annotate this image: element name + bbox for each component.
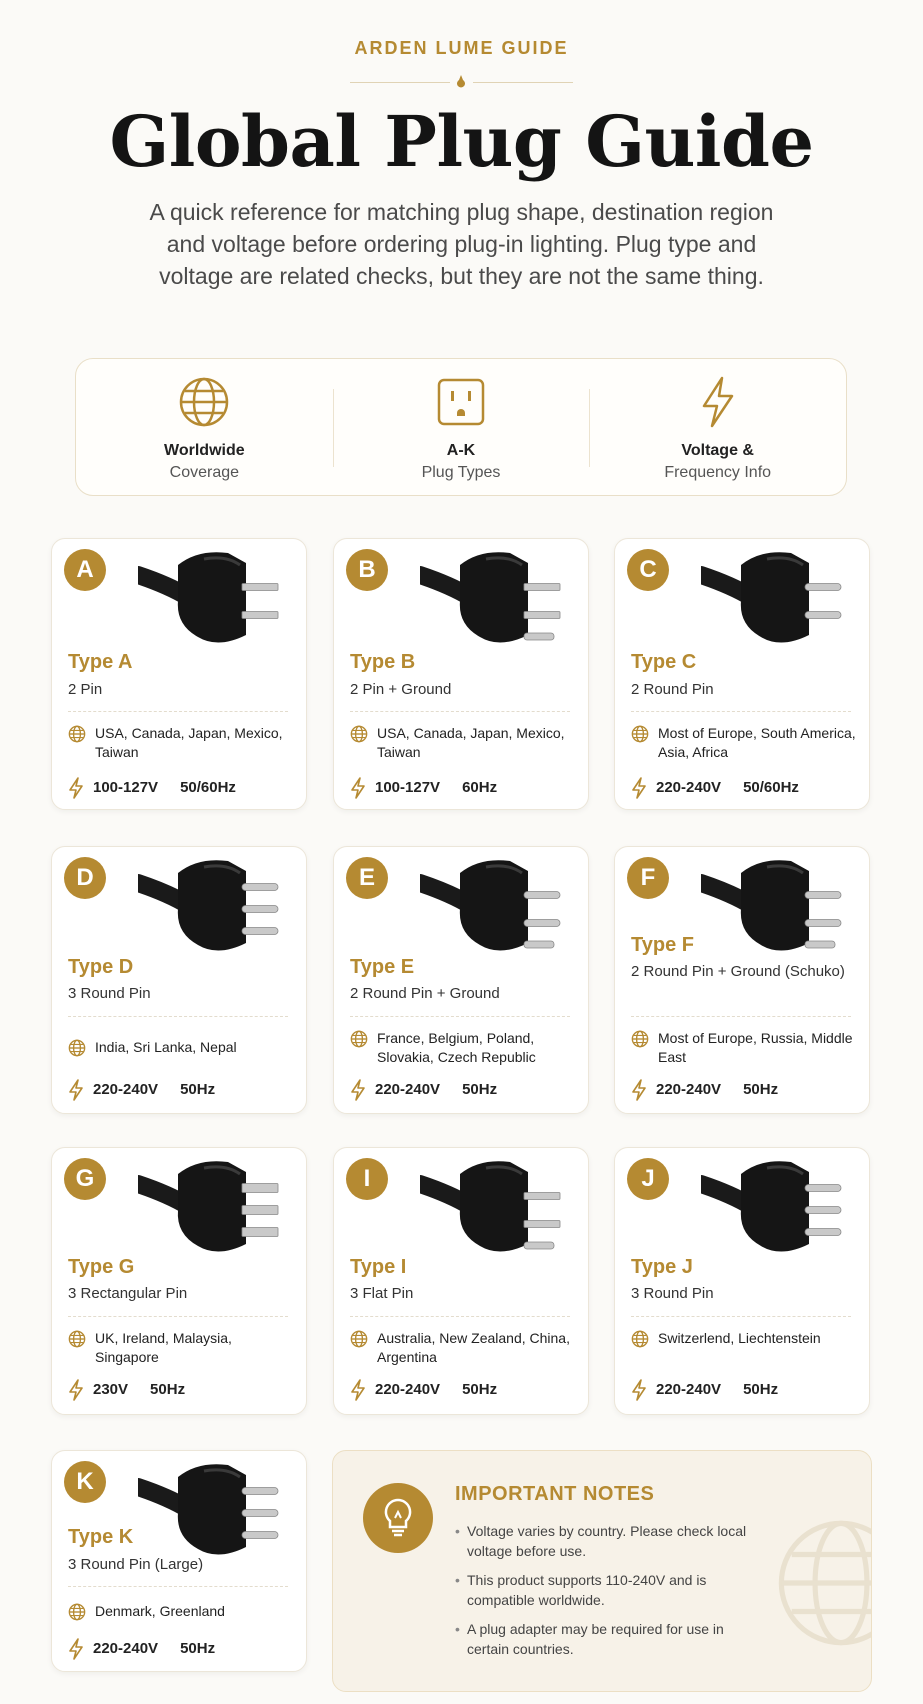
voltage-value: 100-127V <box>375 778 441 796</box>
frequency-value: 50Hz <box>180 1080 216 1098</box>
type-badge: G <box>64 1158 106 1200</box>
type-badge: K <box>64 1461 106 1503</box>
voltage-value: 220-240V <box>93 1080 159 1098</box>
globe-icon <box>68 725 86 743</box>
type-description: 3 Round Pin (Large) <box>68 1556 204 1573</box>
card-divider <box>631 1016 851 1017</box>
plug-card-j <box>614 1147 870 1415</box>
type-title: Type I <box>350 1256 407 1278</box>
type-title: Type F <box>631 934 694 956</box>
type-description: 3 Round Pin <box>631 1285 714 1302</box>
frequency-value: 50Hz <box>150 1380 186 1398</box>
brand-label: ARDEN LUME GUIDE <box>354 38 569 58</box>
voltage-row <box>350 1379 497 1401</box>
notes-title: IMPORTANT NOTES <box>455 1483 655 1505</box>
type-title: Type E <box>350 956 415 978</box>
country-list <box>350 724 580 762</box>
card-divider <box>68 1586 288 1587</box>
note-item: • A plug adapter may be required for use in certain countries. <box>455 1619 755 1659</box>
feature-plug-types <box>333 359 590 495</box>
voltage-value: 220-240V <box>375 1380 441 1398</box>
features-panel <box>75 358 847 496</box>
card-divider <box>68 1016 288 1017</box>
title-divider <box>350 80 573 84</box>
plug-image <box>701 545 861 650</box>
bolt-icon <box>68 1638 84 1660</box>
type-title: Type B <box>350 651 416 673</box>
voltage-value: 220-240V <box>375 1080 441 1098</box>
type-description: 2 Round Pin + Ground <box>350 985 500 1002</box>
note-item: • This product supports 110-240V and is compatible worldwide. <box>455 1570 755 1610</box>
voltage-row <box>631 777 799 799</box>
lightbulb-icon <box>363 1483 433 1553</box>
globe-icon <box>631 1330 649 1348</box>
globe-icon <box>68 1603 86 1621</box>
type-title: Type A <box>68 651 133 673</box>
type-badge: F <box>627 857 669 899</box>
type-badge: A <box>64 549 106 591</box>
notes-list <box>455 1521 755 1668</box>
frequency-value: 50Hz <box>743 1080 779 1098</box>
type-description: 3 Round Pin <box>68 985 151 1002</box>
card-divider <box>631 711 851 712</box>
voltage-row <box>350 777 497 799</box>
feature-line1: Voltage & <box>681 442 754 459</box>
voltage-row <box>631 1079 778 1101</box>
bolt-icon <box>631 1079 647 1101</box>
countries-text: Switzerlend, Liechtenstein <box>658 1330 821 1346</box>
country-list <box>350 1029 580 1067</box>
frequency-value: 50Hz <box>743 1380 779 1398</box>
bolt-icon <box>631 777 647 799</box>
countries-text: USA, Canada, Japan, Mexico, Taiwan <box>95 725 283 760</box>
countries-text: UK, Ireland, Malaysia, Singapore <box>95 1330 232 1365</box>
countries-text: USA, Canada, Japan, Mexico, Taiwan <box>377 725 565 760</box>
plug-image <box>138 545 298 650</box>
feature-line2: Coverage <box>169 464 240 481</box>
voltage-value: 220-240V <box>656 778 722 796</box>
country-list <box>68 1038 298 1057</box>
plug-card-d <box>51 846 307 1114</box>
bolt-icon <box>68 1379 84 1401</box>
voltage-row <box>68 1379 185 1401</box>
voltage-row <box>631 1379 778 1401</box>
frequency-value: 50Hz <box>462 1080 498 1098</box>
bolt-icon <box>631 1379 647 1401</box>
type-title: Type C <box>631 651 697 673</box>
globe-icon <box>350 1030 368 1048</box>
plug-image <box>701 853 861 958</box>
globe-icon <box>177 375 231 429</box>
feature-line2: Frequency Info <box>664 464 772 481</box>
type-description: 2 Pin + Ground <box>350 681 452 698</box>
country-list <box>631 724 861 762</box>
country-list <box>350 1329 580 1367</box>
voltage-row <box>68 1638 215 1660</box>
type-description: 2 Round Pin <box>631 681 714 698</box>
country-list <box>68 1329 298 1367</box>
plug-card-b <box>333 538 589 810</box>
feature-line1: A-K <box>446 442 476 459</box>
voltage-row <box>68 777 236 799</box>
type-title: Type K <box>68 1526 134 1548</box>
type-description: 3 Flat Pin <box>350 1285 414 1302</box>
voltage-row <box>68 1079 215 1101</box>
type-title: Type D <box>68 956 134 978</box>
bolt-icon <box>350 1379 366 1401</box>
globe-icon <box>68 1039 86 1057</box>
countries-text: India, Sri Lanka, Nepal <box>95 1039 237 1055</box>
bolt-icon <box>691 375 745 429</box>
frequency-value: 50Hz <box>462 1380 498 1398</box>
voltage-value: 230V <box>93 1380 129 1398</box>
bolt-icon <box>68 777 84 799</box>
voltage-value: 220-240V <box>656 1080 722 1098</box>
globe-watermark-icon <box>771 1513 872 1653</box>
countries-text: France, Belgium, Poland, Slovakia, Czech Republic <box>377 1030 536 1065</box>
voltage-value: 220-240V <box>656 1380 722 1398</box>
type-badge: D <box>64 857 106 899</box>
globe-icon <box>68 1330 86 1348</box>
type-description: 2 Pin <box>68 681 103 698</box>
card-divider <box>631 1316 851 1317</box>
countries-text: Denmark, Greenland <box>95 1603 225 1619</box>
countries-text: Most of Europe, South America, Asia, Africa <box>658 725 856 760</box>
countries-text: Australia, New Zealand, China, Argentina <box>377 1330 570 1365</box>
feature-coverage <box>76 359 333 495</box>
voltage-value: 220-240V <box>93 1639 159 1657</box>
page-subtitle: A quick reference for matching plug shape, destination region and voltage before ordering plug-in lighting. Plug type and voltage are related checks, but they are not the same thing. <box>149 199 774 289</box>
feature-voltage <box>589 359 846 495</box>
frequency-value: 50Hz <box>180 1639 216 1657</box>
card-divider <box>68 711 288 712</box>
type-title: Type G <box>68 1256 135 1278</box>
type-badge: C <box>627 549 669 591</box>
frequency-value: 50/60Hz <box>743 778 799 796</box>
ornament-icon <box>455 75 467 89</box>
type-title: Type J <box>631 1256 693 1278</box>
feature-line1: Worldwide <box>164 442 245 459</box>
type-badge: J <box>627 1158 669 1200</box>
plug-image <box>701 1154 861 1259</box>
plug-card-i <box>333 1147 589 1415</box>
type-badge: I <box>346 1158 388 1200</box>
bolt-icon <box>350 1079 366 1101</box>
type-description: 2 Round Pin + Ground (Schuko) <box>631 963 845 980</box>
plug-card-e <box>333 846 589 1114</box>
card-divider <box>68 1316 288 1317</box>
card-divider <box>350 711 570 712</box>
globe-icon <box>631 1030 649 1048</box>
plug-card-c <box>614 538 870 810</box>
bolt-icon <box>350 777 366 799</box>
plug-card-f <box>614 846 870 1114</box>
bolt-icon <box>68 1079 84 1101</box>
plug-card-k <box>51 1450 307 1672</box>
feature-line2: Plug Types <box>421 464 501 481</box>
note-item: • Voltage varies by country. Please check local voltage before use. <box>455 1521 755 1561</box>
type-badge: E <box>346 857 388 899</box>
plug-image <box>138 853 298 958</box>
plug-card-a <box>51 538 307 810</box>
plug-image <box>138 1457 298 1562</box>
frequency-value: 60Hz <box>462 778 498 796</box>
important-notes-panel <box>332 1450 872 1692</box>
type-badge: B <box>346 549 388 591</box>
country-list <box>631 1329 861 1348</box>
card-divider <box>350 1316 570 1317</box>
plug-image <box>420 1154 580 1259</box>
countries-text: Most of Europe, Russia, Middle East <box>658 1030 853 1065</box>
frequency-value: 50/60Hz <box>180 778 236 796</box>
country-list <box>631 1029 861 1067</box>
voltage-value: 100-127V <box>93 778 159 796</box>
plug-image <box>138 1154 298 1259</box>
globe-icon <box>350 1330 368 1348</box>
country-list <box>68 724 298 762</box>
card-divider <box>350 1016 570 1017</box>
globe-icon <box>350 725 368 743</box>
plug-card-g <box>51 1147 307 1415</box>
country-list <box>68 1602 298 1621</box>
page-title: Global Plug Guide <box>109 100 814 183</box>
voltage-row <box>350 1079 497 1101</box>
plug-image <box>420 545 580 650</box>
globe-icon <box>631 725 649 743</box>
type-description: 3 Rectangular Pin <box>68 1285 188 1302</box>
plug-image <box>420 853 580 958</box>
outlet-icon <box>434 375 488 429</box>
